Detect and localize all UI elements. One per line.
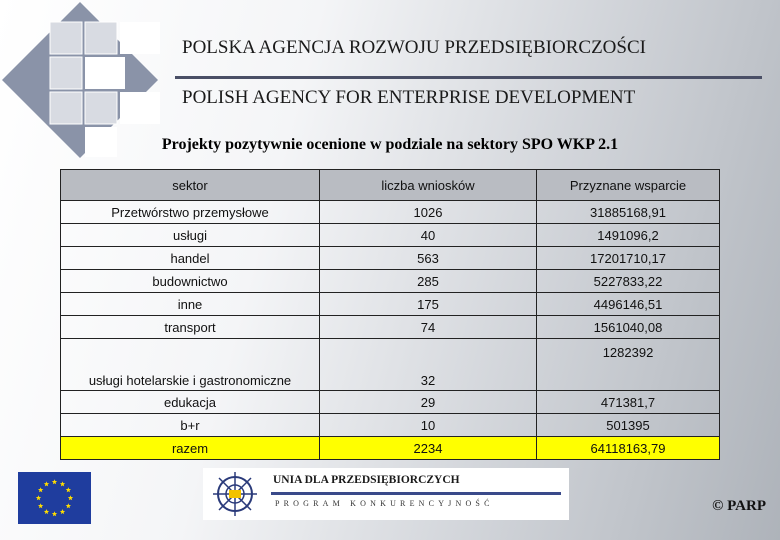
support-cell: 1491096,2 [537, 224, 720, 247]
sector-cell: budownictwo [61, 270, 320, 293]
sector-cell: b+r [61, 414, 320, 437]
table-row [61, 201, 720, 224]
sector-table [60, 169, 720, 460]
column-header-applications: liczba wniosków [320, 170, 537, 201]
sector-cell: inne [61, 293, 320, 316]
ship-wheel-icon [209, 471, 261, 517]
table-title: Projekty pozytywnie ocenione w podziale na sektory SPO WKP 2.1 [161, 136, 619, 153]
total-label-cell: razem [61, 437, 320, 460]
applications-cell: 1026 [320, 201, 537, 224]
banner-subtitle: PROGRAM KONKURENCYJNOŚĆ [275, 499, 494, 508]
applications-cell: 32 [320, 339, 537, 391]
agency-title-polish: POLSKA AGENCJA ROZWOJU PRZEDSIĘBIORCZOŚCI [182, 37, 646, 58]
eu-program-banner [203, 468, 569, 520]
table-row [61, 247, 720, 270]
support-cell: 1561040,08 [537, 316, 720, 339]
support-cell: 501395 [537, 414, 720, 437]
sector-cell: usługi [61, 224, 320, 247]
support-cell: 4496146,51 [537, 293, 720, 316]
applications-cell: 10 [320, 414, 537, 437]
applications-cell: 29 [320, 391, 537, 414]
support-cell: 471381,7 [537, 391, 720, 414]
applications-cell: 74 [320, 316, 537, 339]
sector-cell: handel [61, 247, 320, 270]
eu-flag-icon [18, 472, 91, 524]
banner-divider [271, 492, 561, 495]
banner-title: UNIA DLA PRZEDSIĘBIORCZYCH [273, 474, 460, 486]
agency-title-english: POLISH AGENCY FOR ENTERPRISE DEVELOPMENT [182, 87, 636, 108]
sector-cell: usługi hotelarskie i gastronomiczne [61, 339, 320, 391]
header-divider [175, 76, 762, 79]
table-row [61, 414, 720, 437]
copyright-label: © PARP [712, 498, 766, 514]
table-row [61, 270, 720, 293]
table-header-row [61, 170, 720, 201]
column-header-sector: sektor [61, 170, 320, 201]
sector-cell: edukacja [61, 391, 320, 414]
table-row [61, 224, 720, 247]
applications-cell: 285 [320, 270, 537, 293]
total-support-cell: 64118163,79 [537, 437, 720, 460]
support-cell: 17201710,17 [537, 247, 720, 270]
applications-cell: 175 [320, 293, 537, 316]
support-cell: 31885168,91 [537, 201, 720, 224]
total-applications-cell: 2234 [320, 437, 537, 460]
support-cell: 1282392 [537, 339, 720, 391]
support-cell: 5227833,22 [537, 270, 720, 293]
applications-cell: 40 [320, 224, 537, 247]
table-row [61, 316, 720, 339]
table-row [61, 339, 720, 391]
sector-cell: transport [61, 316, 320, 339]
table-row [61, 391, 720, 414]
column-header-support: Przyznane wsparcie [537, 170, 720, 201]
sector-cell: Przetwórstwo przemysłowe [61, 201, 320, 224]
total-row [61, 437, 720, 460]
applications-cell: 563 [320, 247, 537, 270]
table-row [61, 293, 720, 316]
